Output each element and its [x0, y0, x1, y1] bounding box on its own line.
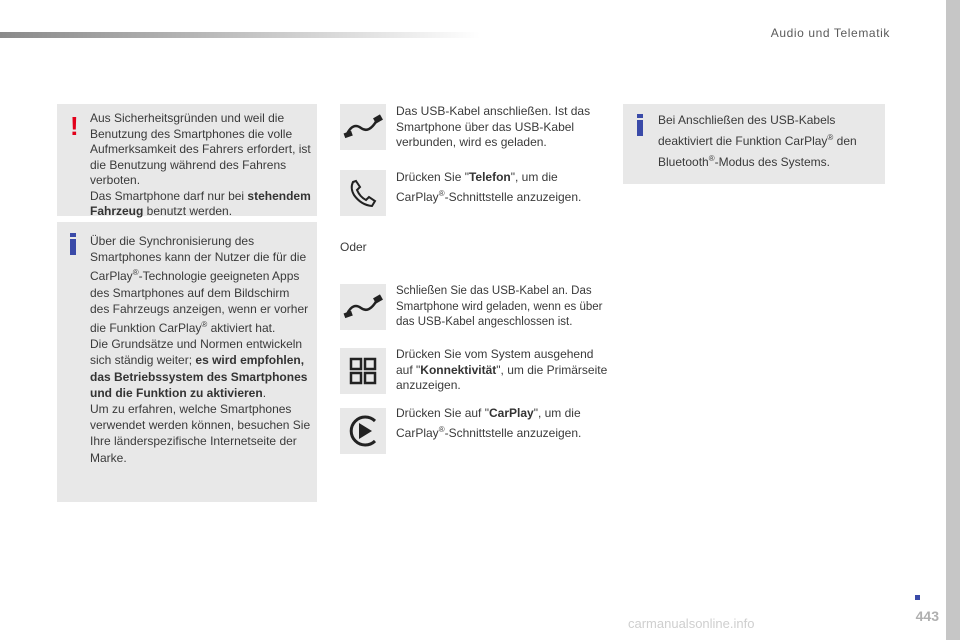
step-4-text [396, 347, 608, 394]
warning-paragraph-1: Aus Sicherheitsgründen und weil die Benutzung des Smartphones die volle Aufmerksamkeit des Fahrers erfordert, ist die Benutzung während des Fahrens verboten. [90, 111, 311, 187]
warning-emphasis: stehendem Fahrzeug [90, 188, 311, 218]
step-4-pre: Drücken Sie vom System ausgehend auf " [396, 347, 594, 377]
registered-mark: ® [827, 133, 834, 142]
step-2-pre: Drücken Sie " [396, 170, 469, 184]
info-icon [637, 114, 643, 136]
phone-icon-box [340, 170, 386, 216]
step-2-post: ", um die CarPlay [396, 170, 558, 204]
step-3-text: Schließen Sie das USB-Kabel an. Das Smartphone wird geladen, wenn es über das USB-Kabel angeschlossen ist. [396, 285, 603, 328]
info-paragraph-2-end: . [262, 385, 267, 400]
watermark: carmanualsonline.info [628, 616, 755, 631]
info-paragraph-1b: -Technologie geeigneten Apps des Smartphones auf dem Bildschirm des Fahrzeugs anzeigen, wenn er vorher die Funktion CarPlay [90, 269, 309, 336]
step-4-label: Konnektivität [420, 362, 497, 377]
warning-icon: ! [70, 111, 79, 141]
info-bluetooth-a: Bei Anschließen des USB-Kabels deaktiviert die Funktion CarPlay [658, 113, 836, 148]
registered-mark: ® [201, 320, 208, 330]
info-bluetooth-b: den Bluetooth [658, 134, 857, 169]
carplay-icon-box [340, 408, 386, 454]
registered-mark: ® [438, 424, 445, 434]
oder-label: Oder [340, 240, 367, 254]
warning-text [90, 111, 315, 220]
step-1-text: Das USB-Kabel anschließen. Ist das Smartphone über das USB-Kabel verbunden, wird es geladen. [396, 104, 591, 149]
grid-apps-icon [349, 357, 377, 385]
page-edge-bar [946, 0, 960, 640]
info-paragraph-1c: aktiviert hat. [207, 321, 276, 336]
step-4-post: ", um die Primärseite anzuzeigen. [396, 362, 608, 392]
step-5-text [396, 406, 608, 441]
info-paragraph-2: Die Grundsätze und Normen entwickeln sich ständig weiter; [90, 337, 303, 368]
usb-cable-icon-box [340, 104, 386, 150]
info-synchronisation-text [90, 233, 312, 466]
usb-cable-icon [343, 112, 383, 142]
usb-cable-icon [343, 292, 383, 322]
info-bluetooth-c: -Modus des Systems. [714, 155, 830, 169]
warning-paragraph-2: Das Smartphone darf nur bei [90, 188, 248, 203]
registered-mark: ® [438, 188, 445, 198]
info-emphasis: es wird empfohlen, das Betriebssystem des Smartphones und die Funktion zu aktivieren [90, 353, 308, 400]
warning-paragraph-2-end: benutzt werden. [143, 204, 233, 218]
info-bluetooth-text [658, 112, 880, 171]
header-gradient-bar [0, 32, 480, 38]
step-2-end: -Schnittstelle anzuzeigen. [444, 189, 582, 204]
usb-cable-icon-box [340, 284, 386, 330]
step-5-label: CarPlay [488, 406, 534, 420]
page-title: Audio und Telematik [770, 26, 890, 40]
page-marker [915, 595, 920, 600]
info-paragraph-1a: Über die Synchronisierung des Smartphones kann der Nutzer die für die CarPlay [90, 234, 307, 284]
step-5-post: ", um die CarPlay [396, 406, 581, 440]
info-icon [70, 233, 76, 255]
carplay-play-icon [345, 413, 381, 449]
step-2-label: Telefon [468, 170, 511, 184]
phone-handset-icon [347, 177, 379, 209]
info-paragraph-3: Um zu erfahren, welche Smartphones verwendet werden können, besuchen Sie Ihre länderspezifische Internetseite der Marke. [90, 402, 311, 465]
registered-mark: ® [708, 154, 715, 163]
step-5-pre: Drücken Sie auf " [396, 406, 489, 420]
registered-mark: ® [132, 268, 139, 278]
grid-icon-box [340, 348, 386, 394]
step-5-end: -Schnittstelle anzuzeigen. [444, 425, 582, 440]
page-number: 443 [915, 608, 939, 624]
step-2-text [396, 170, 606, 205]
